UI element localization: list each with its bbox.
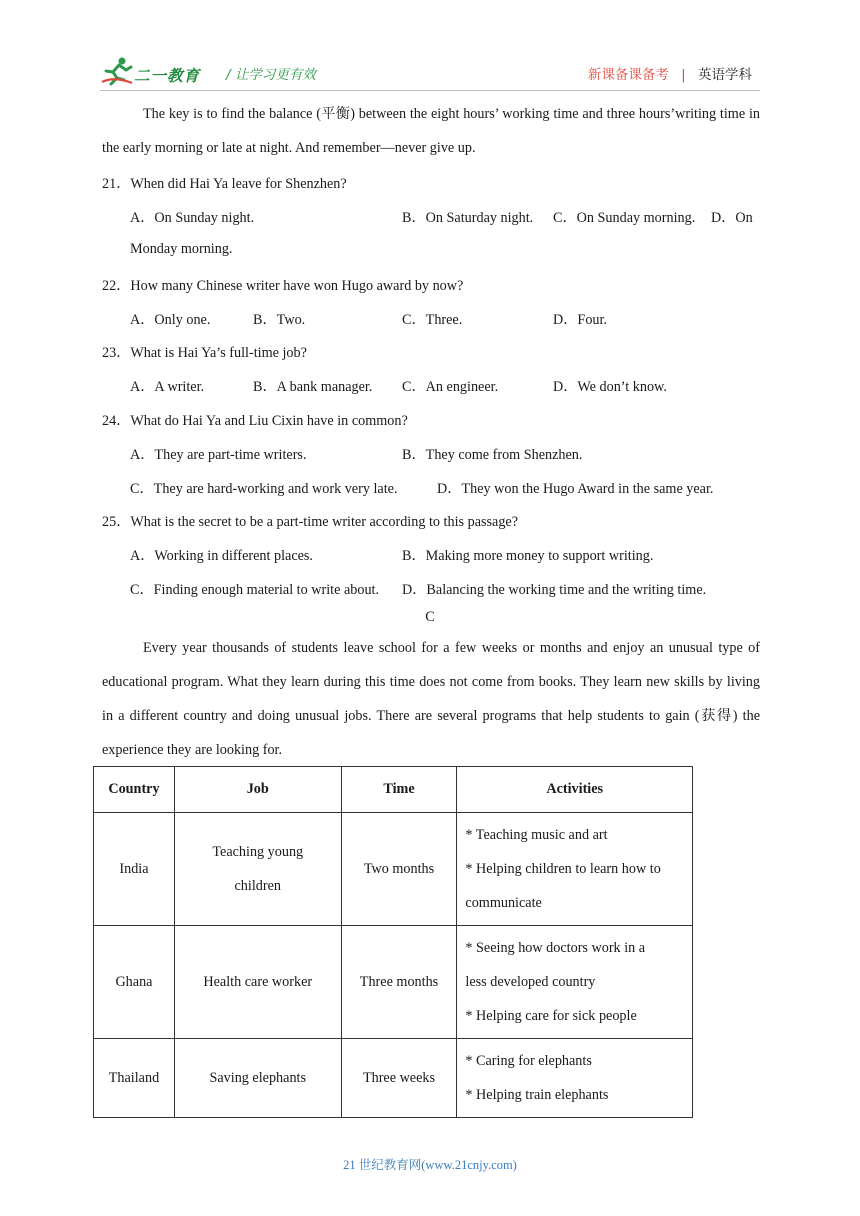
- runner-logo-icon: [100, 56, 134, 86]
- q21-option-d: D．On: [711, 210, 753, 226]
- activities-cell: [457, 1039, 693, 1118]
- header-right: [588, 63, 752, 83]
- activity-line: * Helping train elephants: [465, 1087, 609, 1103]
- q24-option-b: B．They come from Shenzhen.: [402, 447, 583, 463]
- q24-option-c: C．They are hard-working and work very late.: [130, 481, 398, 497]
- activities-cell: [457, 926, 693, 1039]
- course-label: 新课备课备考: [587, 67, 669, 83]
- logo-text: 二一教育: [134, 67, 201, 85]
- question-22-stem: 22．How many Chinese writer have won Hugo award by now?: [102, 278, 464, 294]
- country-cell: Ghana: [94, 926, 175, 1039]
- q22-option-d: D．Four.: [553, 312, 607, 328]
- q21-option-c: C．On Sunday morning.: [553, 210, 696, 226]
- q24-option-a: A．They are part-time writers.: [130, 447, 307, 463]
- q23-option-b: B．A bank manager.: [253, 379, 373, 395]
- question-25-stem: 25．What is the secret to be a part-time writer according to this passage?: [102, 514, 519, 530]
- header-time: Time: [341, 767, 457, 813]
- subject-label: 英语学科: [698, 67, 752, 83]
- q25-option-d: D．Balancing the working time and the writing time.: [402, 582, 707, 598]
- q25-option-c: C．Finding enough material to write about.: [130, 582, 380, 598]
- logo: [100, 56, 210, 90]
- time-cell: Three months: [341, 926, 457, 1039]
- header-separator: |: [681, 67, 686, 83]
- header-job: Job: [174, 767, 341, 813]
- programs-table: [93, 766, 693, 1118]
- question-23-stem: 23．What is Hai Ya’s full-time job?: [102, 345, 307, 361]
- table-row: [94, 813, 693, 926]
- q21-option-b: B．On Saturday night.: [402, 210, 534, 226]
- table-row: [94, 926, 693, 1039]
- activity-line: * Caring for elephants: [465, 1053, 592, 1069]
- activity-line: communicate: [465, 895, 542, 911]
- question-21-stem: 21．When did Hai Ya leave for Shenzhen?: [102, 176, 347, 192]
- header-divider: [100, 90, 760, 91]
- q25-option-a: A．Working in different places.: [130, 548, 313, 564]
- activities-cell: [457, 813, 693, 926]
- job-cell: Health care worker: [174, 926, 341, 1039]
- q21-option-a: A．On Sunday night.: [130, 210, 255, 226]
- q22-option-a: A．Only one.: [130, 312, 211, 328]
- section-c-intro: Every year thousands of students leave school for a few weeks or months and enjoy an unusual type of educational program. What they learn during this time does not come from books. They learn new skills by living in a different country and doing unusual jobs. There are several programs that help students to gain (获得) the experience they are looking for.: [102, 640, 760, 758]
- activity-line: * Helping care for sick people: [465, 1008, 637, 1024]
- q23-option-a: A．A writer.: [130, 379, 205, 395]
- q23-option-d: D．We don’t know.: [553, 379, 667, 395]
- passage-b-ending: The key is to find the balance (平衡) between the eight hours’ working time and three hours’writing time in the early morning or late at night. And remember—never give up.: [102, 106, 760, 156]
- table-row: [94, 1039, 693, 1118]
- job-line: children: [234, 878, 281, 894]
- job-cell: Saving elephants: [174, 1039, 341, 1118]
- page-footer: 21 世纪教育网(www.21cnjy.com): [343, 1158, 517, 1172]
- job-line: Teaching young: [212, 844, 304, 860]
- q22-option-b: B．Two.: [253, 312, 306, 328]
- job-cell: [174, 813, 341, 926]
- q24-option-d: D．They won the Hugo Award in the same year.: [437, 481, 714, 497]
- activity-line: less developed country: [465, 974, 596, 990]
- header-activities: Activities: [457, 767, 693, 813]
- activity-line: * Seeing how doctors work in a: [465, 940, 646, 956]
- time-cell: Three weeks: [341, 1039, 457, 1118]
- country-cell: India: [94, 813, 175, 926]
- time-cell: Two months: [341, 813, 457, 926]
- q22-option-c: C．Three.: [402, 312, 463, 328]
- q23-option-c: C．An engineer.: [402, 379, 499, 395]
- activity-line: * Teaching music and art: [465, 827, 608, 843]
- section-c-letter: C: [425, 609, 435, 625]
- q25-option-b: B．Making more money to support writing.: [402, 548, 654, 564]
- q21-option-d-cont: Monday morning.: [130, 241, 233, 257]
- slogan: / 让学习更有效: [226, 67, 316, 83]
- table-header-row: [94, 767, 693, 813]
- country-cell: Thailand: [94, 1039, 175, 1118]
- question-24-stem: 24．What do Hai Ya and Liu Cixin have in common?: [102, 413, 408, 429]
- activity-line: * Helping children to learn how to: [465, 861, 661, 877]
- header-country: Country: [94, 767, 175, 813]
- page-header: [100, 56, 760, 90]
